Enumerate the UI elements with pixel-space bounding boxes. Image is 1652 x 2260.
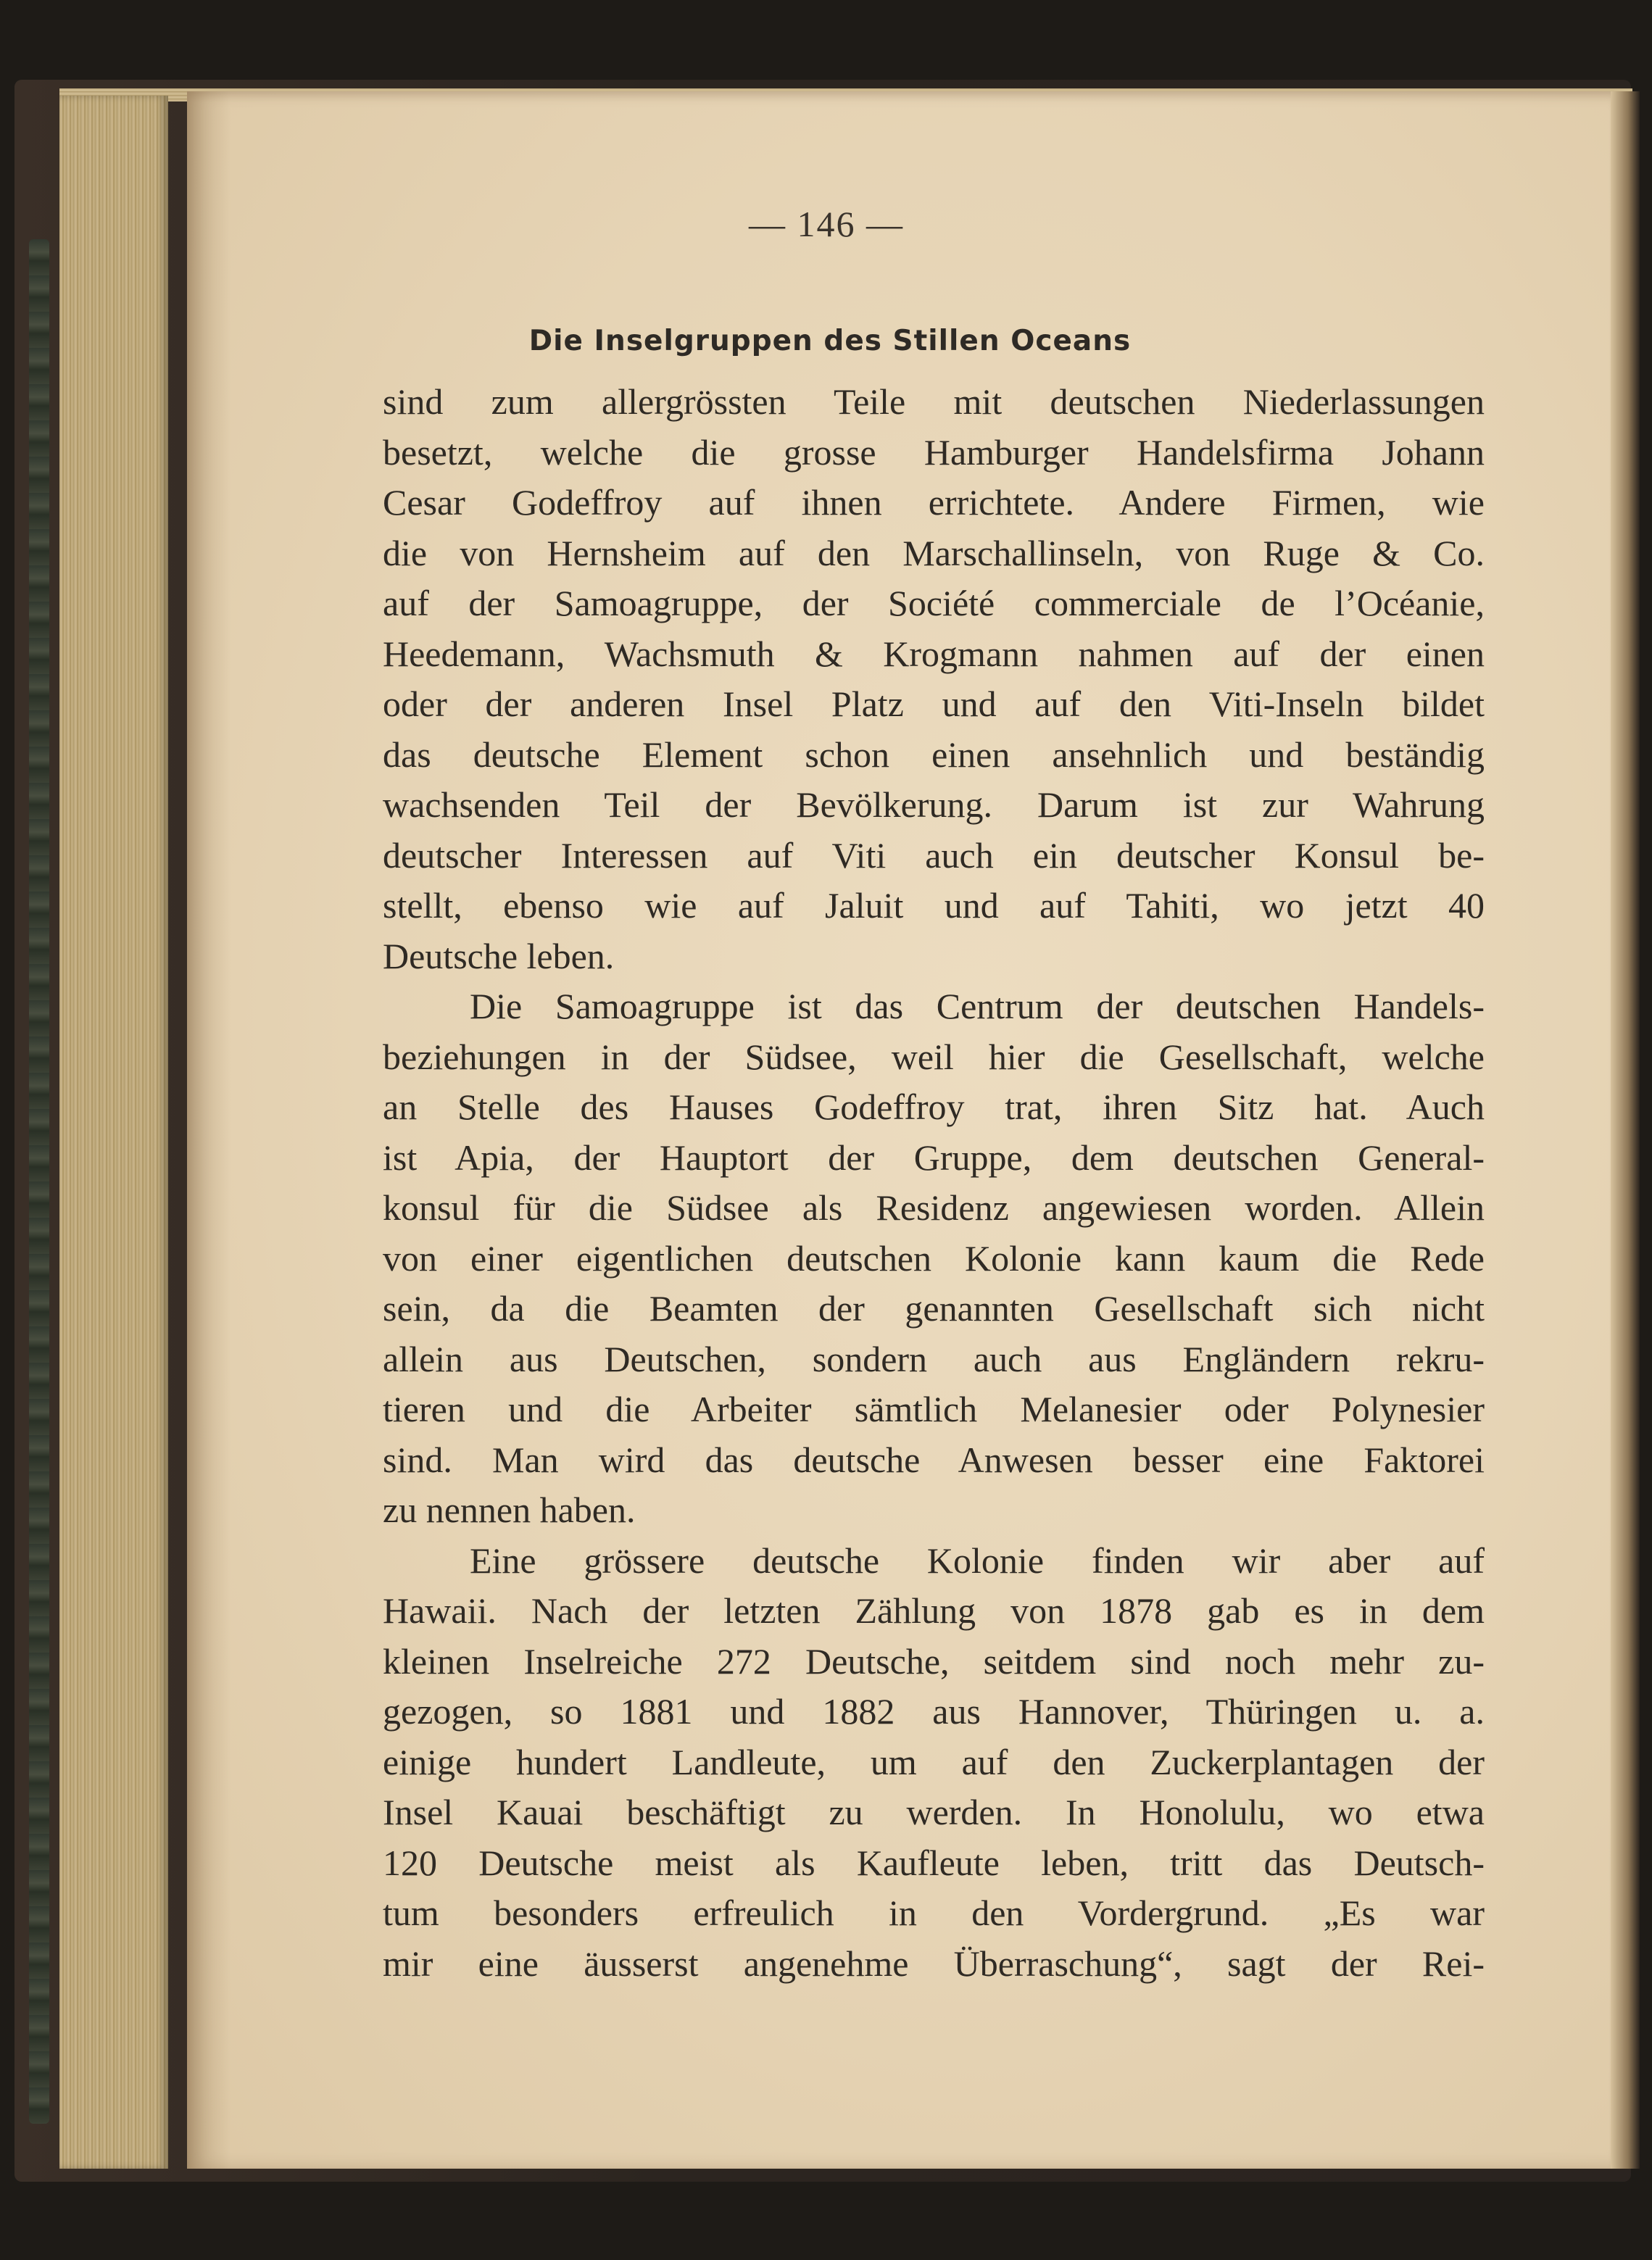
text-line: das deutsche Element schon einen ansehnlich und beständig — [383, 734, 1485, 775]
running-heading: Die Inselgruppen des Stillen Oceans — [528, 325, 1132, 357]
text-line: ist Apia, der Hauptort der Gruppe, dem deutschen General- — [383, 1137, 1485, 1178]
text-line: Insel Kauai beschäftigt zu werden. In Honolulu, wo etwa — [383, 1792, 1485, 1832]
text-line: deutscher Interessen auf Viti auch ein deutscher Konsul be- — [383, 834, 1485, 876]
text-line: kleinen Inselreiche 272 Deutsche, seitdem sind noch mehr zu- — [383, 1640, 1485, 1682]
text-line: mir eine äusserst angenehme Überraschung“, sagt der Rei- — [383, 1943, 1485, 1984]
text-line: tieren und die Arbeiter sämtlich Melanesier oder Polynesier — [383, 1389, 1485, 1429]
text-line: wachsenden Teil der Bevölkerung. Darum ist zur Wahrung — [383, 784, 1485, 825]
page-right-edge — [1611, 91, 1640, 2169]
text-line: Die Samoagruppe ist das Centrum der deutschen Handels- — [470, 986, 1485, 1026]
text-line: auf der Samoagruppe, der Société commerciale de l’Océanie, — [383, 583, 1485, 623]
text-line: sind. Man wird das deutsche Anwesen besser eine Faktorei — [383, 1439, 1485, 1480]
text-line: Deutsche leben. — [383, 935, 615, 976]
text-line: tum besonders erfreulich in den Vordergrund. „Es war — [383, 1893, 1485, 1933]
text-line: allein aus Deutschen, sondern auch aus Engländern rekru- — [383, 1338, 1485, 1379]
marbled-cover-edge — [29, 239, 49, 2124]
body-text — [383, 377, 1485, 1989]
text-line: sind zum allergrössten Teile mit deutschen Niederlassungen — [383, 381, 1485, 422]
text-line: 120 Deutsche meist als Kaufleute leben, tritt das Deutsch- — [383, 1842, 1485, 1883]
text-line: besetzt, welche die grosse Hamburger Handelsfirma Johann — [383, 431, 1485, 473]
text-line: die von Hernsheim auf den Marschallinseln, von Ruge & Co. — [383, 532, 1485, 573]
text-line: stellt, ebenso wie auf Jaluit und auf Tahiti, wo jetzt 40 — [383, 885, 1485, 926]
text-line: konsul für die Südsee als Residenz angewiesen worden. Allein — [383, 1187, 1485, 1228]
text-line: Eine grössere deutsche Kolonie finden wir aber auf — [470, 1540, 1485, 1581]
text-line: beziehungen in der Südsee, weil hier die Gesellschaft, welche — [383, 1036, 1485, 1077]
text-line: zu nennen haben. — [383, 1490, 636, 1530]
text-line: Hawaii. Nach der letzten Zählung von 1878 gab es in dem — [383, 1590, 1485, 1631]
text-line: an Stelle des Hauses Godeffroy trat, ihren Sitz hat. Auch — [383, 1087, 1485, 1127]
text-line: Heedemann, Wachsmuth & Krogmann nahmen auf der einen — [383, 633, 1485, 674]
text-line: von einer eigentlichen deutschen Kolonie kann kaum die Rede — [383, 1237, 1485, 1279]
text-line: gezogen, so 1881 und 1882 aus Hannover, Thüringen u. a. — [383, 1691, 1485, 1732]
gutter-shadow — [187, 91, 231, 2169]
text-line: oder der anderen Insel Platz und auf den Viti-Inseln bildet — [383, 684, 1485, 724]
text-line: einige hundert Landleute, um auf den Zuckerplantagen der — [383, 1741, 1485, 1782]
text-line: sein, da die Beamten der genannten Gesellschaft sich nicht — [383, 1288, 1485, 1329]
page-number: — 146 — — [749, 204, 904, 244]
page-edges-left — [59, 96, 168, 2169]
text-line: Cesar Godeffroy auf ihnen errichtete. Andere Firmen, wie — [383, 482, 1485, 523]
